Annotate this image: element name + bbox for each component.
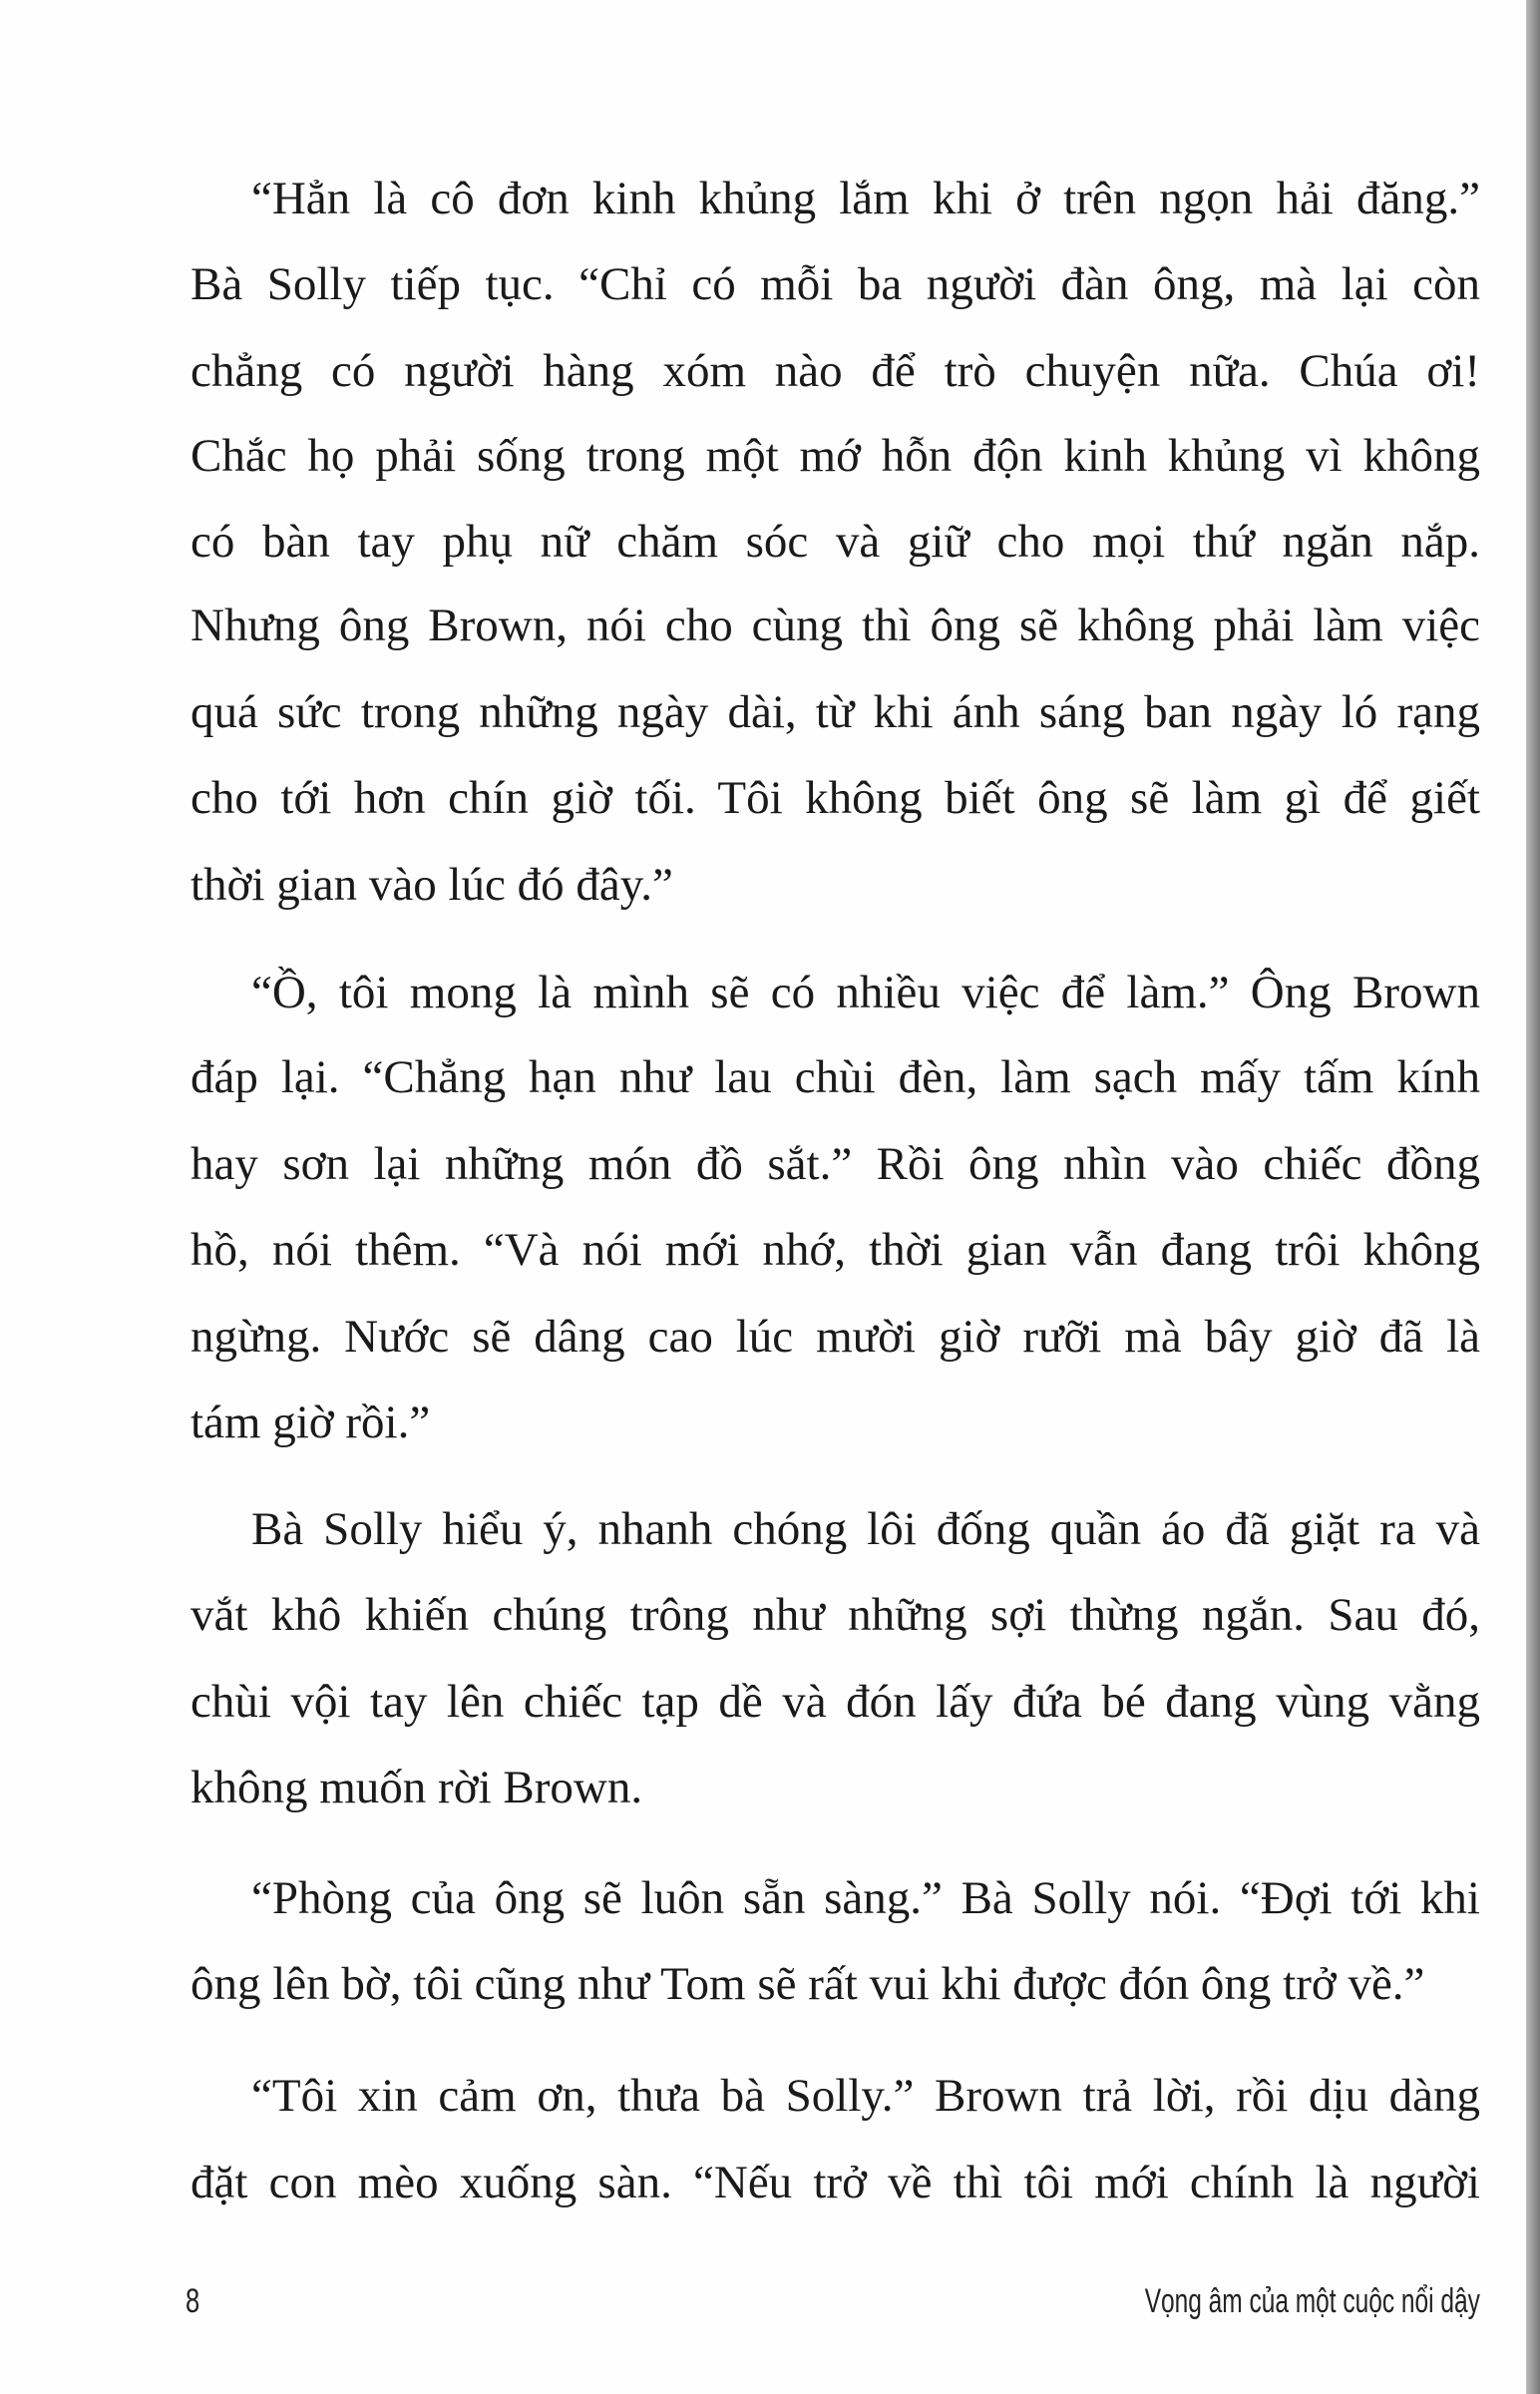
text-line: hay sơn lại những món đồ sắt.” Rồi ông nhìn vào chiếc đồng [191,1138,1480,1190]
text-line: Bà Solly tiếp tục. “Chỉ có mỗi ba người đàn ông, mà lại còn [191,258,1480,310]
text-line: vắt khô khiến chúng trông như những sợi thừng ngắn. Sau đó, [191,1589,1480,1641]
page-edge-shadow [1526,0,1540,2394]
text-line: đặt con mèo xuống sàn. “Nếu trở về thì tôi mới chính là người [191,2157,1480,2208]
page-number: 8 [186,2282,200,2320]
text-line: ông lên bờ, tôi cũng như Tom sẽ rất vui khi được đón ông trở về.” [191,1958,1425,2010]
text-line: thời gian vào lúc đó đây.” [191,859,673,911]
text-line: chẳng có người hàng xóm nào để trò chuyện nữa. Chúa ơi! [191,345,1480,397]
text-line: Bà Solly hiểu ý, nhanh chóng lôi đống quần áo đã giặt ra và [251,1503,1480,1555]
text-line: tám giờ rồi.” [191,1396,431,1448]
text-line: ngừng. Nước sẽ dâng cao lúc mười giờ rưỡi mà bây giờ đã là [191,1311,1480,1363]
text-line: đáp lại. “Chẳng hạn như lau chùi đèn, làm sạch mấy tấm kính [191,1051,1480,1103]
text-line: “Phòng của ông sẽ luôn sẵn sàng.” Bà Solly nói. “Đợi tới khi [251,1872,1480,1924]
text-line: không muốn rời Brown. [191,1762,643,1813]
text-line: Nhưng ông Brown, nói cho cùng thì ông sẽ không phải làm việc [191,599,1480,651]
text-line: hồ, nói thêm. “Và nói mới nhớ, thời gian vẫn đang trôi không [191,1224,1480,1276]
text-line: “Tôi xin cảm ơn, thưa bà Solly.” Brown trả lời, rồi dịu dàng [251,2070,1480,2122]
text-line: quá sức trong những ngày dài, từ khi ánh sáng ban ngày ló rạng [191,686,1480,738]
text-line: “Hẳn là cô đơn kinh khủng lắm khi ở trên ngọn hải đăng.” [251,173,1480,224]
running-title: Vọng âm của một cuộc nổi dậy [1144,2282,1480,2320]
text-line: “Ồ, tôi mong là mình sẽ có nhiều việc để làm.” Ông Brown [251,967,1480,1018]
text-line: Chắc họ phải sống trong một mớ hỗn độn kinh khủng vì không [191,430,1480,482]
text-line: cho tới hơn chín giờ tối. Tôi không biết ông sẽ làm gì để giết [191,772,1480,824]
text-line: chùi vội tay lên chiếc tạp dề và đón lấy đứa bé đang vùng vằng [191,1676,1480,1728]
text-line: có bàn tay phụ nữ chăm sóc và giữ cho mọi thứ ngăn nắp. [191,516,1480,568]
